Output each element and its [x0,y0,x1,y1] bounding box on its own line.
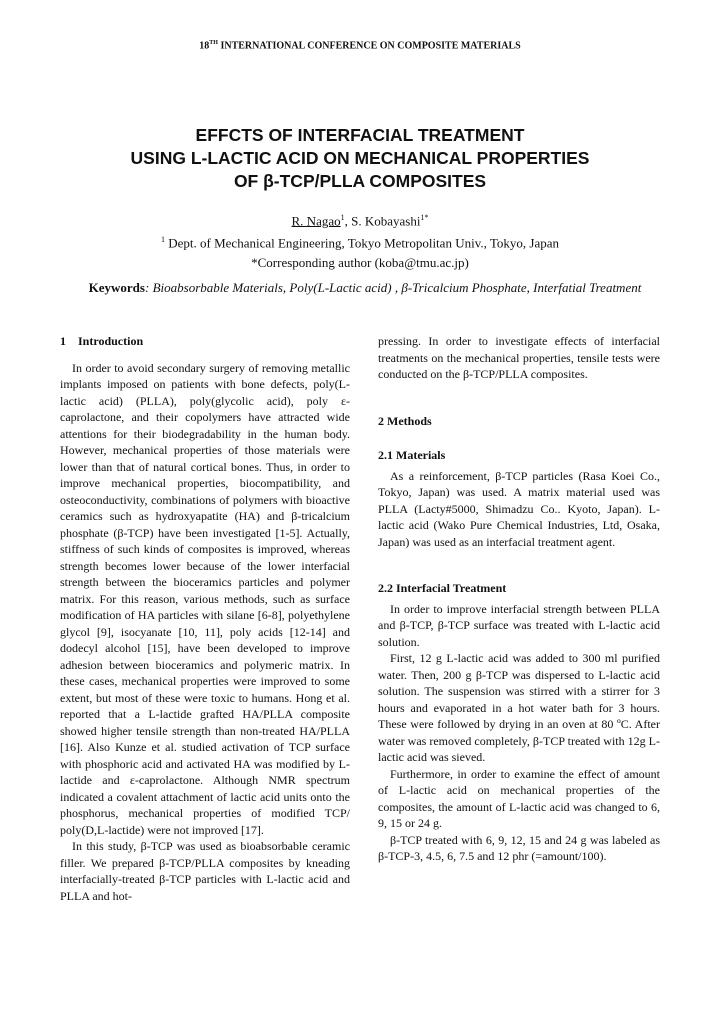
presenting-author: R. Nagao [291,213,341,229]
paper-title [60,124,660,193]
left-column [60,333,350,904]
subsection-heading-interfacial-treatment: 2.2 Interfacial Treatment [378,581,507,595]
paragraph: In order to avoid secondary surgery of removing metallic implants imposed on patients with bone defects, poly(L-lactic acid) (PLLA), poly(glycolic acid), poly ε-caprolactone, and their copolymers have attracted wide attentions for their biodegradability in the human body. However, mechanical properties of those materials were lower than that of natural cortical bones. Thus, in order to improve mechanical properties, biocompatibility, and osteoconductivity, combinations of polymers with bioactive ceramics such as hydroxyapatite (HA) and β-tricalcium phosphate (β-TCP) have been investigated [1-5]. Actually, stiffness of such kinds of composites is improved, whereas strength becomes lower because of the lower interfacial strength between the bioceramics particles and polymer matrix. For this reason, various methods, such as surface modification of HA particles with silane [6-8], polyethylene glycol [9], isocyanate [10, 11], poly acids [12-14] and dodecyl alcohol [15], have been developed to improve adhesion between bioceramics and polymeric matrix. In these cases, mechanical properties were improved to some extent, but most of these were toxic to humans. Hong et al. reported that a L-lactide grafted HA/PLLA composite showed higher tensile strength than non-treated HA/PLLA [16]. Also Kunze et al. studied activation of TCP surface with phosphoric acid and activated HA was modified by L-lactide and ε-caprolactone. Although NMR spectrum indicated a covalent attachment of lactic acid units onto the phosphorus, mechanical properties of modified TCP/ poly(D,L-lactide) were not improved [17]. [60,360,350,837]
title-line-2: USING L-LACTIC ACID ON MECHANICAL PROPERTIES [130,148,590,168]
right-column [378,333,660,865]
section-heading-introduction: 1 Introduction [60,334,144,348]
keywords-text: Bioabsorbable Materials, Poly(L-Lactic acid) , β-Tricalcium Phosphate, Interfatial Treatment [152,280,642,295]
paragraph: As a reinforcement, β-TCP particles (Rasa Koei Co., Tokyo, Japan) was used. A matrix material used was PLLA (Lacty#5000, Shimadzu Co.. Kyoto, Japan). L-lactic acid (Wako Pure Chemical Industries, Ltd, Osaka, Japan) was used as an interfacial treatment agent. [378,468,660,549]
paragraph: In this study, β-TCP was used as bioabsorbable ceramic filler. We prepared β-TCP/PLLA composites by kneading interfacially-treated β-TCP particles with L-lactic acid and PLLA and hot- [60,839,350,903]
paragraph: pressing. In order to investigate effects of interfacial treatments on the mechanical properties, tensile tests were conducted on the β-TCP/PLLA composites. [378,334,660,381]
title-line-1: EFFCTS OF INTERFACIAL TREATMENT [195,125,525,145]
title-line-3: OF β-TCP/PLLA COMPOSITES [233,171,487,191]
keywords: Keywords: Bioabsorbable Materials, Poly(L-Lactic acid) , β-Tricalcium Phosphate, Interfatial Treatment [88,280,642,295]
paragraph: First, 12 g L-lactic acid was added to 300 ml purified water. Then, 200 g β-TCP was dispersed to L-lactic acid solution. The suspension was stirred with a stirrer for 3 hours and evaporated in a hot water bath for 3 hours. These were followed by drying in an oven at 80 ºC. After water was removed completely, β-TCP treated with 12g L-lactic acid was sieved. [378,651,660,764]
paragraph: In order to improve interfacial strength between PLLA and β-TCP, β-TCP surface was treated with L-lactic acid solution. [378,601,660,649]
conference-header: 18TH INTERNATIONAL CONFERENCE ON COMPOSITE MATERIALS [199,40,521,52]
paragraph: β-TCP treated with 6, 9, 12, 15 and 24 g was labeled as β-TCP-3, 4.5, 6, 7.5 and 12 phr (=amount/100). [378,832,660,863]
author-block [60,208,660,272]
affiliation: $^1$ Dept. of Mechanical Engineering, Tokyo Metropolitan Univ., Tokyo, Japan [161,235,559,251]
author-line: R. Nagao$^1$, S. Kobayashi$^{1*}$ [291,213,429,229]
section-heading-methods: 2 Methods [378,413,432,428]
subsection-heading-materials: 2.1 Materials [378,448,446,462]
corresponding-author: *Corresponding author (koba@tmu.ac.jp) [251,254,469,270]
paragraph: Furthermore, in order to examine the effect of amount of L-lactic acid on mechanical properties of the composites, the amount of L-lactic acid was changed to 6, 9, 15 or 24 g. [378,766,660,830]
